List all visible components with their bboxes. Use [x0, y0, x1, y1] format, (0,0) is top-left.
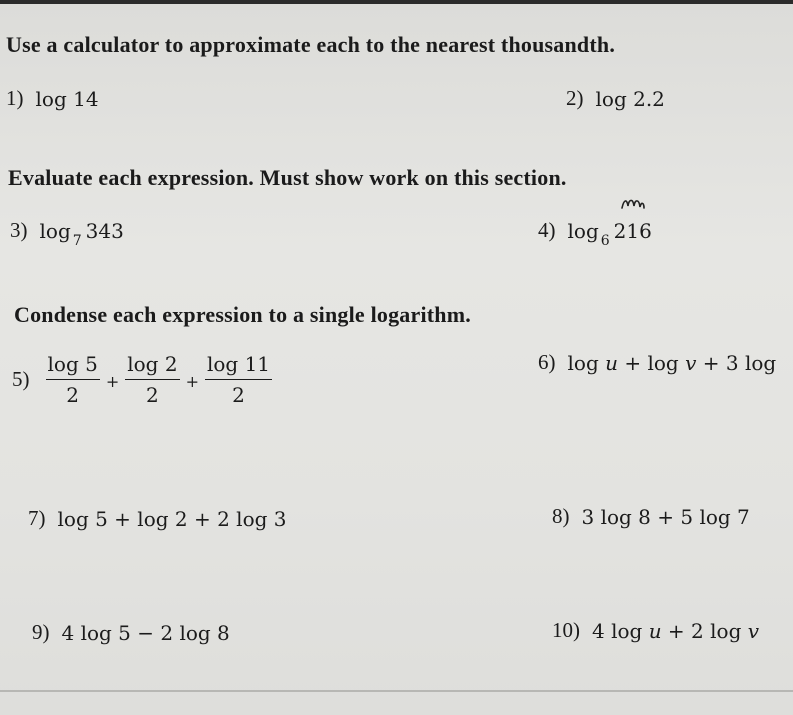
problem-expression: [567, 218, 652, 249]
top-edge-line: [0, 0, 793, 4]
problem-expression: log 2.2: [595, 86, 665, 111]
expr-part: 4 log: [592, 618, 649, 643]
problem-number: 2): [566, 86, 584, 110]
plus-sign: +: [185, 372, 199, 391]
problem-number: 7): [28, 506, 46, 530]
problem-expression: 3 log 8 + 5 log 7: [581, 504, 750, 529]
problem-expression: log 14: [35, 86, 99, 111]
problem-1: [6, 86, 99, 111]
section-heading-approximate: Use a calculator to approximate each to the nearest thousandth.: [6, 32, 616, 57]
fraction-denominator: 2: [66, 383, 80, 407]
log-argument: 216: [613, 218, 652, 243]
expr-part: + log: [618, 350, 686, 375]
problem-number: 8): [552, 504, 570, 528]
problem-expression: [592, 619, 759, 643]
log-base: 6: [600, 232, 610, 249]
fraction-term-1: [46, 352, 100, 407]
expr-part: + 2 log: [661, 618, 748, 643]
variable-v: v: [685, 350, 697, 375]
fraction-numerator: log 2: [125, 352, 179, 380]
expr-part: + 3 log: [696, 350, 777, 375]
section-heading-condense: Condense each expression to a single logarithm.: [14, 302, 471, 327]
problem-expression: [42, 352, 277, 407]
variable-u: u: [605, 350, 618, 375]
problem-6: [538, 350, 776, 375]
problem-2: [566, 86, 665, 111]
problem-expression: log 5 + log 2 + 2 log 3: [57, 506, 287, 531]
problem-5: [12, 352, 276, 407]
expr-part: log: [567, 350, 606, 375]
fraction-numerator: log 11: [205, 352, 272, 380]
problem-number: 3): [10, 218, 28, 242]
problem-number: 10): [552, 618, 580, 642]
fraction-denominator: 2: [146, 383, 159, 407]
fraction-numerator: log 5: [46, 352, 100, 380]
bottom-edge-line: [0, 690, 793, 692]
problem-number: 1): [6, 86, 24, 110]
variable-u: u: [648, 618, 662, 643]
log-text: log: [39, 218, 71, 243]
problem-3: [10, 218, 124, 249]
handwritten-scribble-mark: [620, 196, 646, 212]
fraction-denominator: 2: [232, 383, 245, 407]
section-heading-evaluate: Evaluate each expression. Must show work on this section.: [8, 165, 567, 190]
problem-number: 6): [538, 350, 556, 374]
fraction-term-3: [205, 352, 272, 407]
problem-number: 5): [12, 367, 30, 391]
problem-number: 4): [538, 218, 556, 242]
problem-number: 9): [32, 620, 50, 644]
log-argument: 343: [85, 218, 124, 243]
variable-v: v: [747, 618, 760, 643]
log-base: 7: [72, 232, 82, 249]
problem-8: [552, 504, 750, 529]
log-text: log: [567, 218, 599, 243]
fraction-term-2: [125, 352, 179, 407]
problem-9: [32, 620, 230, 645]
problem-10: [552, 618, 759, 643]
plus-sign: +: [105, 372, 120, 391]
problem-expression: [39, 218, 124, 249]
problem-7: [28, 506, 287, 531]
problem-expression: [568, 351, 777, 375]
problem-4: [538, 218, 652, 249]
problem-expression: 4 log 5 − 2 log 8: [61, 620, 230, 645]
